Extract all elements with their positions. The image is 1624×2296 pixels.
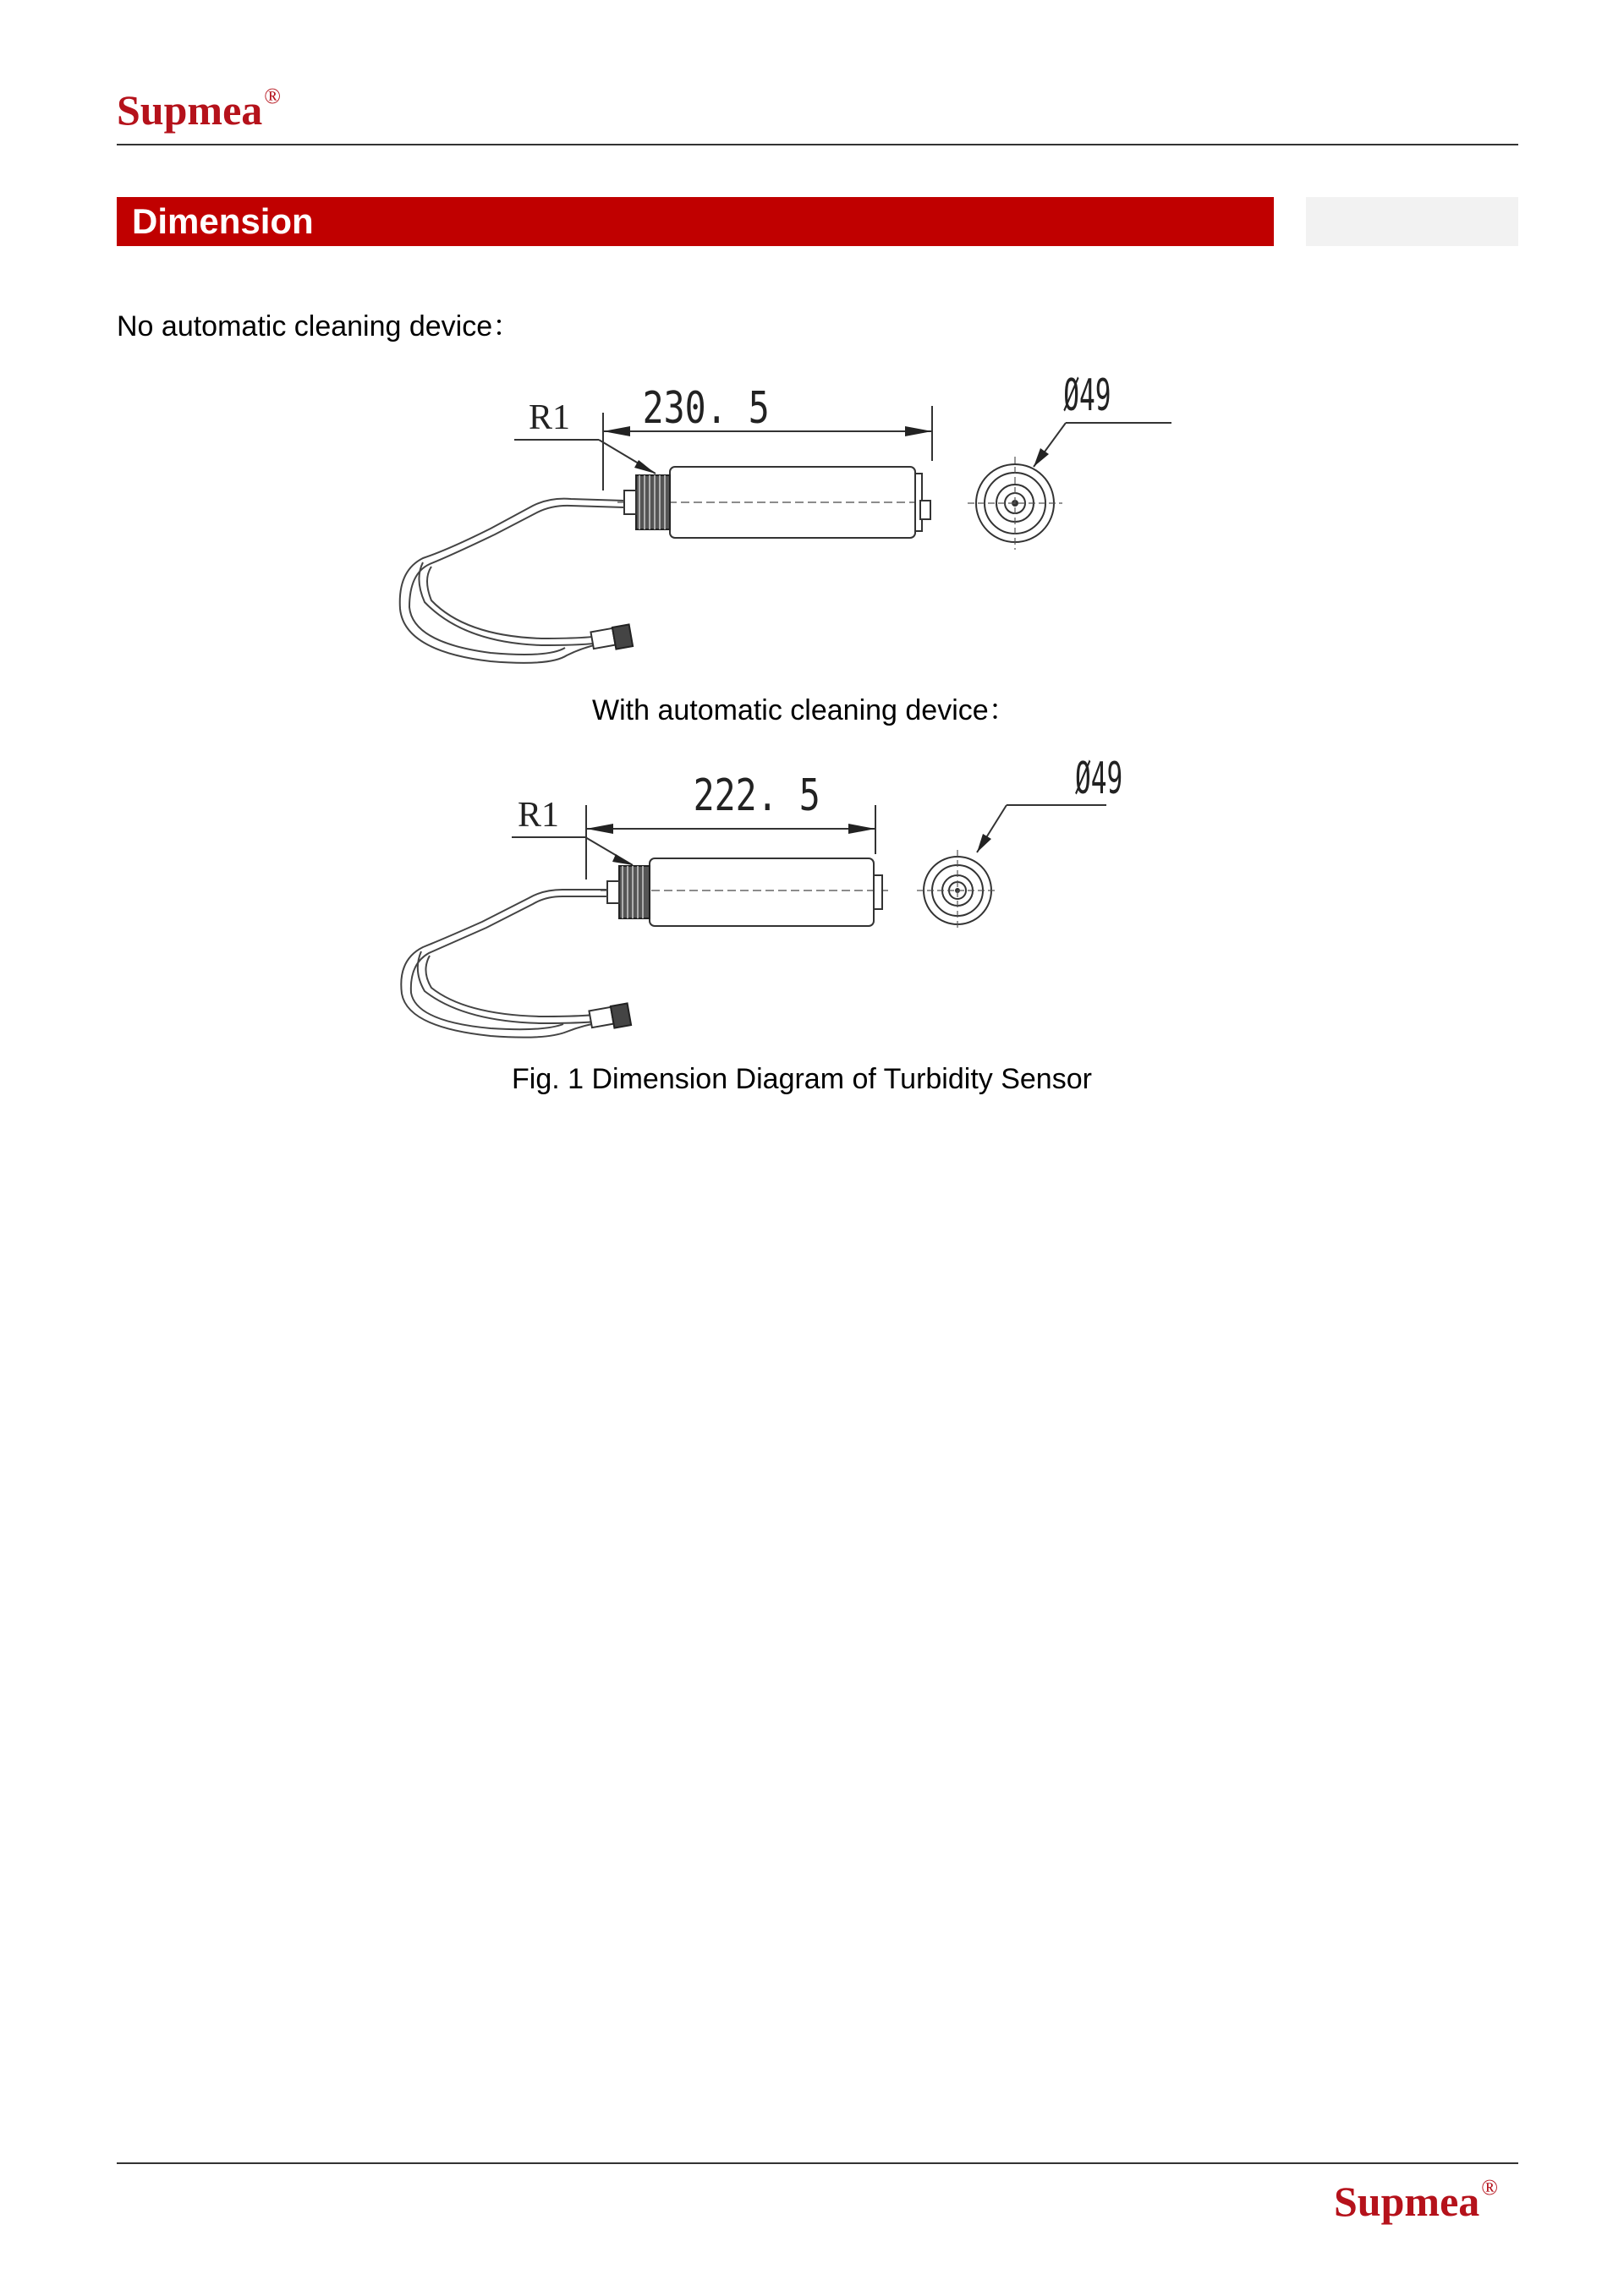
diagram-1-length-label: 230. 5 [642, 382, 770, 435]
diagram-1-end-view [968, 457, 1062, 550]
header-rule [117, 144, 1518, 145]
diagram-2-end-view [917, 850, 998, 931]
diagram-2-caption: With automatic cleaning device： [592, 694, 1018, 726]
diagram-1-thread-label: R1 [529, 398, 571, 437]
figure-caption: Fig. 1 Dimension Diagram of Turbidity Sensor [512, 1063, 1092, 1095]
diagram-2 [398, 753, 1193, 1057]
section-title: Dimension [117, 197, 1274, 246]
diagram-2-thread-label: R1 [518, 796, 560, 835]
diagram-2-diameter-label: Ø49 [1075, 753, 1123, 805]
header-reg-mark: ® [264, 84, 282, 108]
diagram-1 [398, 355, 1193, 677]
footer-rule [117, 2162, 1518, 2164]
diagram-1-caption: No automatic cleaning device： [117, 310, 522, 342]
footer-logo [1334, 2175, 1499, 2225]
diagram-1-diameter-label: Ø49 [1063, 370, 1111, 422]
diagram-2-length-label: 222. 5 [693, 770, 820, 822]
footer-brand: Supmea [1334, 2178, 1480, 2225]
banner-side-block [1306, 197, 1518, 246]
header-brand: Supmea [117, 86, 263, 134]
header-logo [117, 84, 282, 134]
diagram-2-sensor-body [650, 858, 874, 926]
diagram-2-thread [619, 866, 650, 918]
footer-reg-mark: ® [1481, 2175, 1499, 2200]
